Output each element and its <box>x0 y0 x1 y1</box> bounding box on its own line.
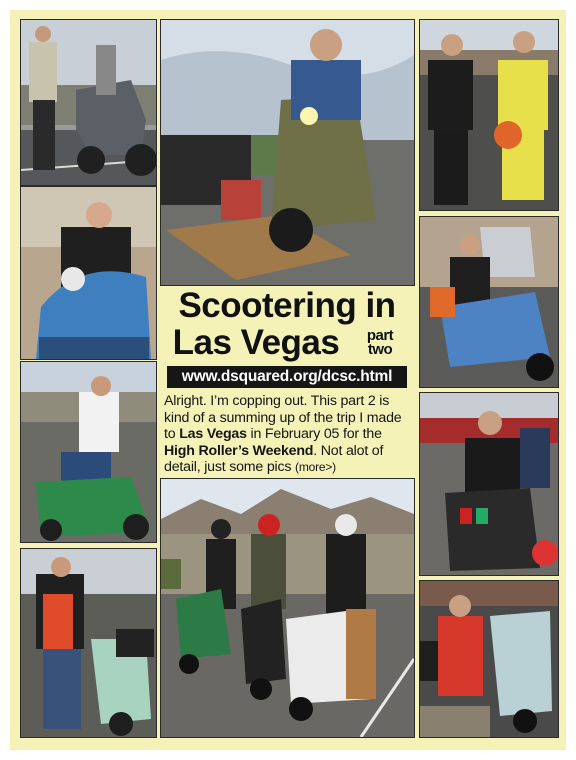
title-line-2: Las Vegas <box>172 323 340 362</box>
part-label <box>358 329 402 357</box>
photo-man-with-gray-scooter <box>20 19 157 186</box>
photo-man-on-blue-scooter <box>20 186 157 360</box>
photo-two-men-costume <box>419 19 559 211</box>
photo-man-red-jacket-scooter <box>419 580 559 738</box>
desc-end: . Not alot of detail, just some pics <box>164 442 384 475</box>
desc-intro: Alright. I’m copping out. This part 2 is kind of a summing up of the trip I made to <box>164 393 402 442</box>
photo-man-on-green-scooter <box>20 361 157 543</box>
photo-group-desert-scooters <box>160 478 415 738</box>
photo-man-ramp-jump <box>160 19 415 286</box>
more-link[interactable]: (more>) <box>295 460 336 474</box>
desc-mid: in February 05 for the <box>246 426 382 442</box>
desc-event: High Roller’s Weekend <box>164 442 314 459</box>
part-word: part <box>366 327 394 344</box>
url-link[interactable]: www.dsquared.org/dcsc.html <box>167 366 407 388</box>
photo-man-on-touring-scooter <box>419 216 559 388</box>
desc-place: Las Vegas <box>179 426 247 442</box>
title-line-1: Scootering in <box>178 286 396 325</box>
page-title <box>162 287 412 361</box>
description <box>164 393 414 476</box>
photo-man-on-black-scooter <box>419 392 559 576</box>
photo-man-with-mint-scooter <box>20 548 157 738</box>
part-number: two <box>367 341 393 358</box>
